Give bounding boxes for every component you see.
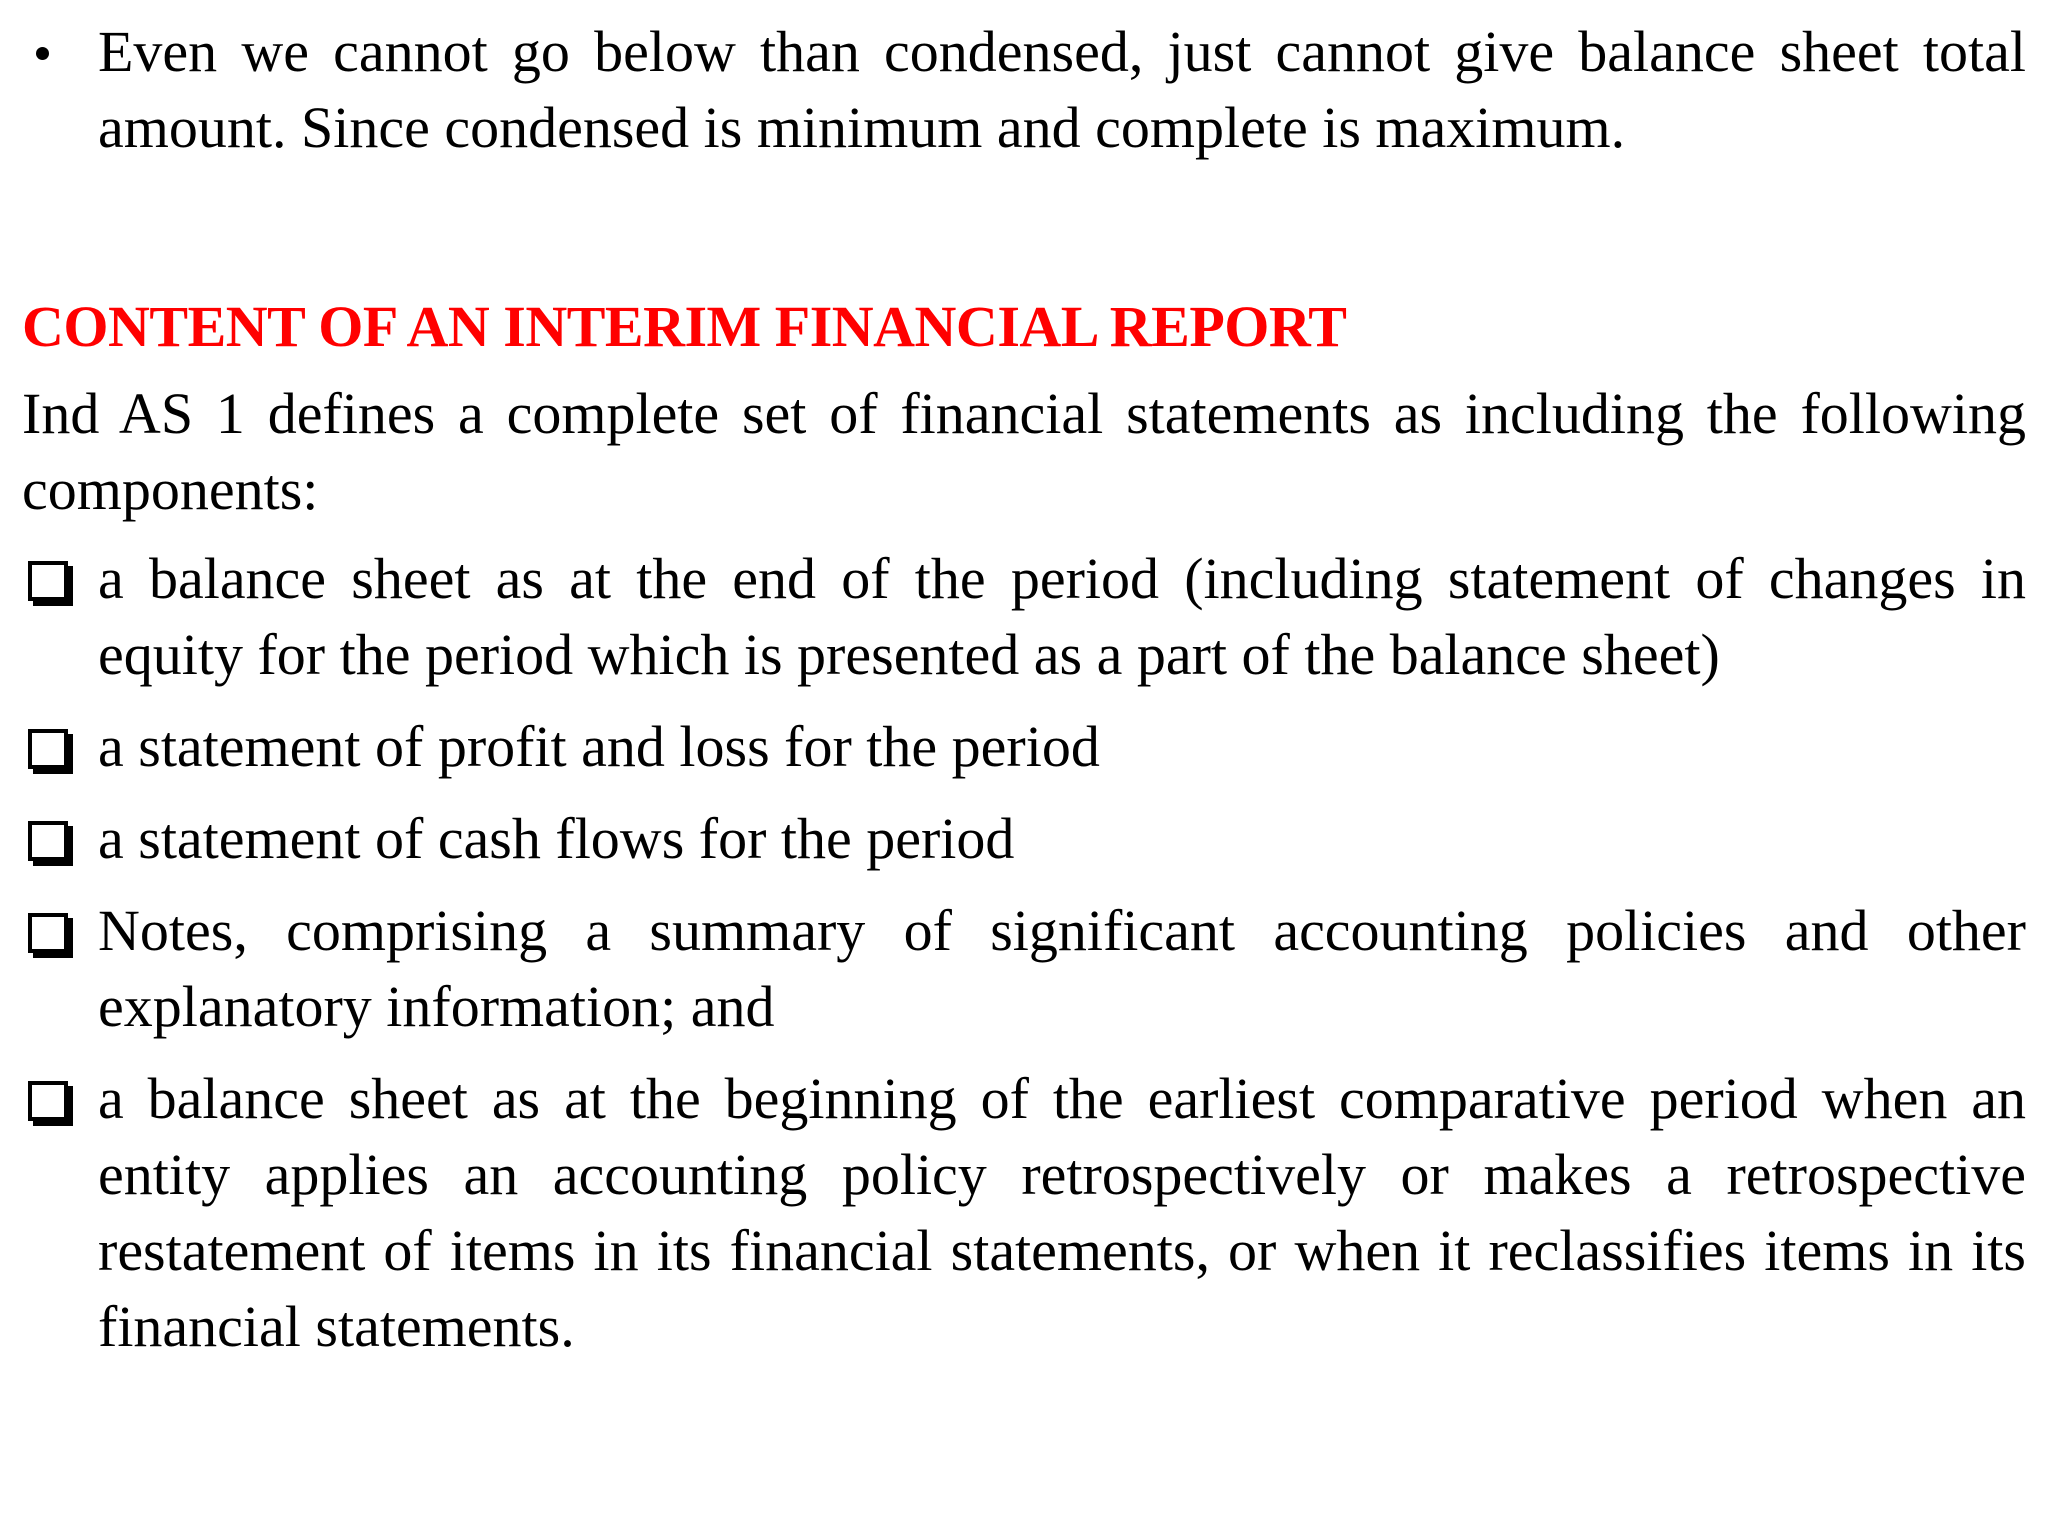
list-item [22,893,2026,1045]
list-item-text: a balance sheet as at the beginning of the earliest comparative period when an entity applies an accounting policy retrospectively or makes a retrospective restatement of items in its financial statements, or when it reclassifies items in its financial statements. [98,1066,2026,1359]
document-page [22,14,2026,1365]
round-bullet-icon [22,14,98,90]
checkbox-icon [22,709,98,785]
list-item [22,709,2026,785]
list-item-text: Notes, comprising a summary of significant accounting policies and other explanatory information; and [98,898,2026,1039]
list-item [22,801,2026,877]
list-item-text: a statement of profit and loss for the period [98,714,1100,779]
list-item-text: a statement of cash flows for the period [98,806,1015,871]
definition-paragraph: Ind AS 1 defines a complete set of financial statements as including the following components: [22,381,2026,522]
checkbox-icon [22,541,98,617]
checkbox-icon [22,1061,98,1137]
list-item [22,541,2026,693]
intro-bullet-text: Even we cannot go below than condensed, just cannot give balance sheet total amount. Since condensed is minimum and complete is maximum. [98,19,2026,160]
intro-bullet-row [22,14,2026,166]
section-heading: CONTENT OF AN INTERIM FINANCIAL REPORT [22,294,1347,359]
list-item [22,1061,2026,1365]
checkbox-icon [22,801,98,877]
list-item-text: a balance sheet as at the end of the period (including statement of changes in equity for the period which is presented as a part of the balance sheet) [98,546,2026,687]
checkbox-icon [22,893,98,969]
